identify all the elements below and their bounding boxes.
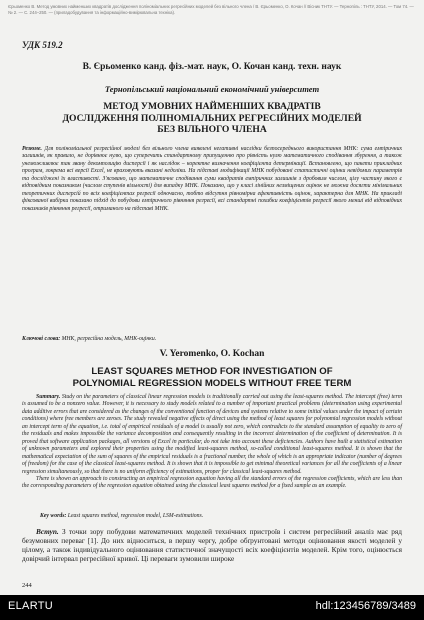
keywords-ua-text: МНК, регресійна модель, МНК-оцінки. <box>61 336 157 342</box>
title-ua <box>22 101 402 136</box>
title-en-line: LEAST SQUARES METHOD FOR INVESTIGATION OF <box>91 366 333 377</box>
affiliation-ua: Тернопільський національний економічний університет <box>104 84 320 94</box>
citation-header: Єрьоменко В. Метод умовних найменших квадратів дослідження поліноміальних регресійних моделей без вільного члена / В. Єрьоменко, О. Кочан // Вісник ТНТУ. — Тернопіль : ТНТУ, 2014. — Том 74. — № 2. — С. 244–250. — (приладобудування та інформаційно-вимірювальна техніка). <box>8 4 414 15</box>
abstract-en-paragraph <box>22 394 402 476</box>
intro-text: З точки зору побудови математичних моделей технічних пристроїв і систем регресійний аналіз має ряд безумовних переваг [1]. До них відноситься, в першу чергу, добре обґрунтовані методи оцінювання якості моделей у цілому, а також індивідуального оцінювання статистичної значущості всіх коефіцієнтів моделей. Крім того, оцінюється довірчий інтервал регресійної кривої. Ці переваги зумовили широке <box>22 527 403 564</box>
authors-ua: В. Єрьоменко канд. фіз.-мат. наук, О. Кочан канд. техн. наук <box>82 62 342 72</box>
repository-label: ELARTU <box>8 600 53 612</box>
authors-en: V. Yeromenko, O. Kochan <box>159 349 265 359</box>
title-en-line: POLYNOMIAL REGRESSION MODELS WITHOUT FREE TERM <box>72 377 352 389</box>
abstract-en <box>22 394 402 491</box>
page-number: 244 <box>22 582 32 589</box>
abstract-ua <box>22 146 402 213</box>
keywords-en-text: Least squares method, regression model, LSM-estimations. <box>67 513 204 519</box>
keywords-en <box>40 513 402 519</box>
body-intro <box>22 527 402 563</box>
udk-code: УДК 519.2 <box>22 40 63 50</box>
abstract-en-label: Summary. <box>36 394 61 400</box>
title-en <box>22 366 402 389</box>
abstract-ua-text: Для поліноміальної регресійної моделі без вільного члена виявлені негативні наслідки безпосереднього використання МНК: сума емпіричних залишків, як правило, не дорівнює нулю, що суперечить стандартному припущенню про рівність нулю математичного сподівання збурення, а також унеможливлює так звану декомпозицію дисперсії і як наслідок – коректне визначення коефіцієнта детермінації. Встановлено, що пакети прикладних програм, зокрема всі версії Excel, не враховують вказані недоліки. На підставі модифікації МНК побудовані статистичні оцінки невідомих параметрів та досліджені їх властивості. З'ясовано, що математичне сподівання суми квадратів емпіричних залишків з дробовим числом, цілу частину якого є відповідним показником (числом ступенів вільності) для випадку МНК. Показано, що у класі лінійних незміщених оцінок не можна досягти мінімальних теоретичних дисперсій по всіх коефіцієнтах регресії одночасно, тобто відсутня рівномірна ефективність оцінок, характерна для МНК. На прикладі фіксованої вибірки показано підхід до побудови емпіричного рівняння регресії, всі стандартні похибки коефіцієнтів регресії якого менші від відповідних показників рівняння регресії, отриманого на підставі МНК. <box>22 146 402 212</box>
keywords-ua <box>22 336 402 342</box>
abstract-ua-label: Резюме. <box>22 146 42 152</box>
title-ua-line: БЕЗ ВІЛЬНОГО ЧЛЕНА <box>157 124 267 136</box>
abstract-en-paragraph-2: There is shown an approach to constructing an empirical regression equation having all the standard errors of the regression coefficients, which are less than the corresponding parameters of the regression equation obtained using the classical least squares method for a fixed sample as an example. <box>22 475 402 490</box>
abstract-en-text: Study on the parameters of classical linear regression models is traditionally carried out using the least-squares method. The intercept (free) term is assumed to be a nonzero value. However, it is necessary to study models related to a number of important practical problems (determination using experimental data additive errors that are considered as the changes of the conventional function of devices and systems relative to some initial values under the impact of certain conditions) where free members are zeroes. The study revealed negative effects of direct using the method of least squares for polynomial regression models without an intercept term of the equation, i.e. total of empirical residuals of a model is usually not zero, which contradicts to the standard assumption of equality to zero of the residuals and makes impossible the variance decomposition and consequently resulting in the incorrect determination of the coefficient of determination. It is proved that software application packages, all versions of Excel in particular, do not take into account these deficiencies. Authors have built a statistical estimation of unknown parameters and explored their properties using the modified least-squares method, so-called conditional least-squares method. It is shown that the mathematical expectation of the sum of squares of the empirical residuals is a fractional number, the whole of which is an appropriate indicator (number of degrees of freedom) for the case of the classical least-squares method. It is shown that it is impossible to get minimal theoretical variances for all the coefficients of a linear regression simultaneously, so that there is no uniform efficiency of estimations, proper for classical least-squares method. <box>22 394 402 475</box>
title-ua-line: МЕТОД УМОВНИХ НАЙМЕНШИХ КВАДРАТІВ <box>103 101 321 112</box>
intro-label: Вступ. <box>36 527 59 536</box>
keywords-en-label: Key words: <box>40 513 67 519</box>
keywords-ua-label: Ключові слова: <box>22 336 61 342</box>
handle-label: hdl:123456789/3489 <box>315 600 416 612</box>
title-ua-line: ДОСЛІДЖЕННЯ ПОЛІНОМІАЛЬНИХ РЕГРЕСІЙНИХ МОДЕЛЕЙ <box>62 112 362 124</box>
